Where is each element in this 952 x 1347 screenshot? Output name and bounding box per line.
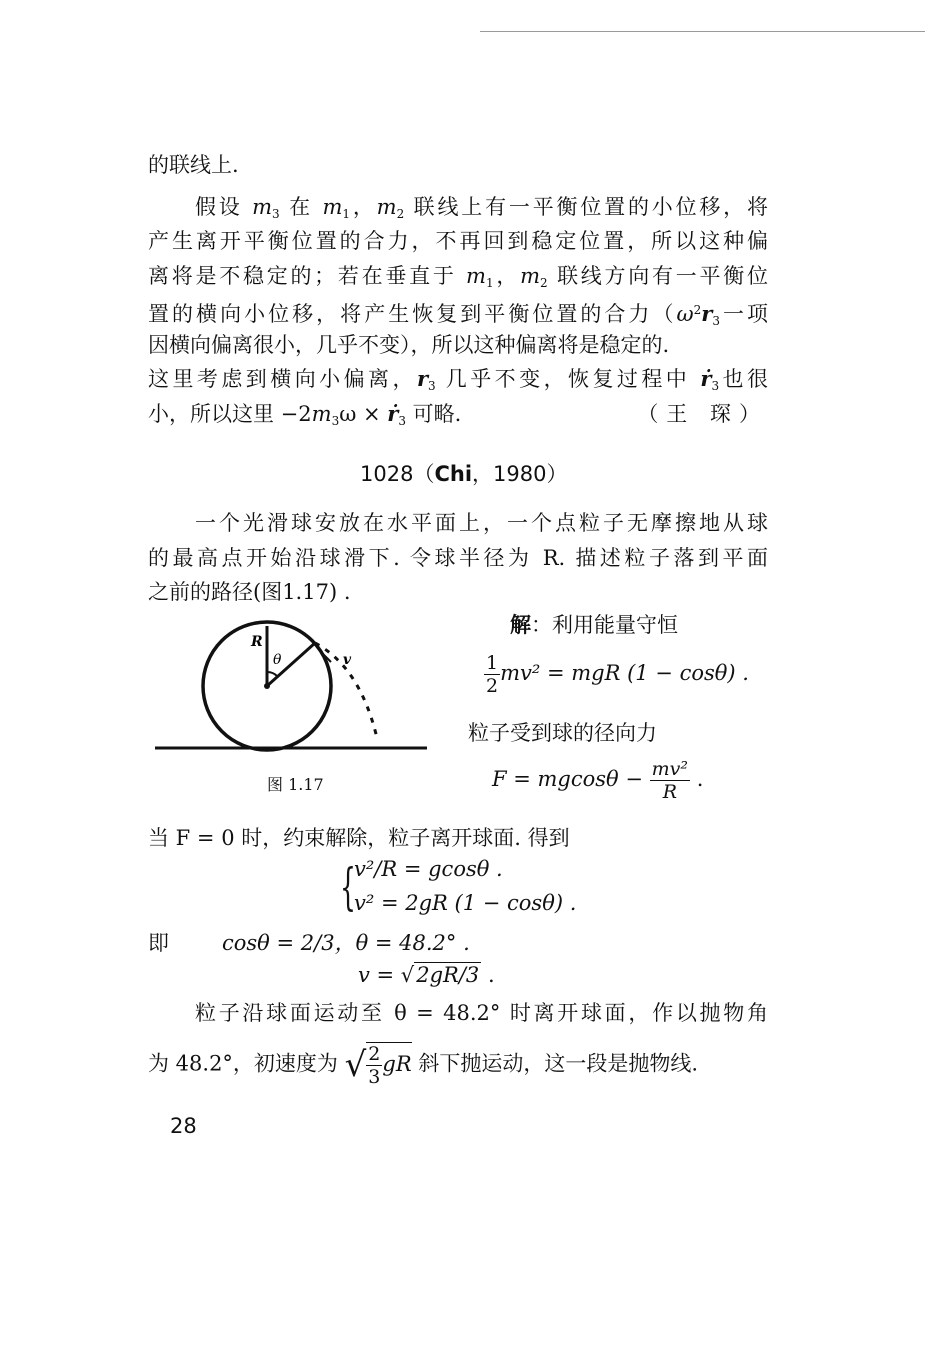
system-eq-2: v² = 2gR (1 − cosθ) . bbox=[354, 891, 577, 915]
problem-line-2: 的最高点开始沿球滑下. 令球半径为 R. 描述粒子落到平面 bbox=[148, 546, 768, 570]
text-line-8: 小，所以这里 $-2m_3\omega$ × ṙ$_3$ 可略. （王 琛） bbox=[148, 401, 768, 428]
text-line-7: 这里考虑到横向小偏离，$r_3$ 几乎不变，恢复过程中 ṙ$_3$也很 bbox=[148, 366, 769, 393]
sphere-center bbox=[264, 683, 270, 689]
problem-line-1: 一个光滑球安放在水平面上，一个点粒子无摩擦地从球 bbox=[195, 511, 768, 535]
text-line-4: 离将是不稳定的；若在垂直于 $m_1$，$m_2$ 联线方向有一平衡位 bbox=[148, 264, 768, 290]
page-number: 28 bbox=[170, 1114, 197, 1138]
problem-heading: 1028（Chi，1980） bbox=[360, 462, 568, 486]
solution-intro: 解：利用能量守恒 bbox=[510, 612, 678, 637]
radial-force-text: 粒子受到球的径向力 bbox=[468, 721, 657, 745]
system-eq-1: v²/R = gcosθ . bbox=[354, 857, 503, 881]
constraint-release-text: 当 F = 0 时，约束解除，粒子离开球面. 得到 bbox=[148, 826, 570, 850]
solution-label: 解 bbox=[510, 612, 531, 637]
text-line-5: 置的横向小位移，将产生恢复到平衡位置的合力（$\omega^2r_3$一项 bbox=[148, 301, 769, 328]
conclusion-line-2: 为 48.2°，初速度为 √ $\frac{2}{3}$ gR 斜下抛运动，这一段是抛物线. bbox=[148, 1043, 699, 1088]
header-rule bbox=[480, 31, 925, 32]
label-theta: θ bbox=[273, 652, 282, 668]
author-credit: （王 琛） bbox=[637, 402, 768, 426]
system-brace: { bbox=[340, 858, 356, 916]
label-v: v bbox=[343, 652, 352, 668]
ji-label: 即 bbox=[148, 931, 169, 955]
text-line-1: 的联线上. bbox=[148, 153, 239, 177]
problem-line-3: 之前的路径(图1.17) . bbox=[148, 580, 351, 604]
equation-energy: $\frac{1}{2}$ mv² = mgR (1 − cosθ) . bbox=[486, 652, 749, 697]
label-R: R bbox=[251, 634, 263, 650]
equation-radial-force: F = mgcosθ − $\frac{\text{mv²}}{R}$ . bbox=[492, 758, 704, 803]
conclusion-line-1: 粒子沿球面运动至 θ = 48.2° 时离开球面，作以抛物角 bbox=[195, 1001, 768, 1025]
text-line-6: 因横向偏离很小，几乎不变），所以这种偏离将是稳定的. bbox=[148, 333, 670, 357]
result-angle: cosθ = 2/3，θ = 48.2° . bbox=[222, 931, 470, 955]
figure-caption: 图 1.17 bbox=[267, 775, 324, 794]
text-line-2: 假设 $m_3$ 在 $m_1$，$m_2$ 联线上有一平衡位置的小位移，将 bbox=[195, 195, 768, 221]
text-line-3: 产生离开平衡位置的合力，不再回到稳定位置，所以这种偏 bbox=[148, 229, 768, 253]
initial-speed-radical: √ $\frac{2}{3}$ gR bbox=[344, 1043, 412, 1088]
result-velocity: v = √2gR/3 . bbox=[358, 963, 495, 987]
figure-sphere-diagram bbox=[155, 612, 435, 762]
